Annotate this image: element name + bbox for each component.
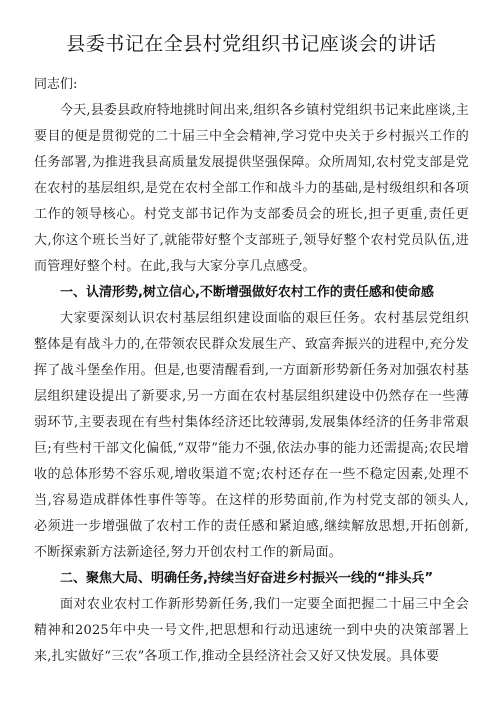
intro-paragraph: 今天,县委县政府特地挑时间出来,组织各乡镇村党组织书记来此座谈,主要目的便是贯彻党的二十届三中全会精神,学习党中央关于乡村振兴工作的任务部署,为推进我县高质量发展提供坚强保障。众所周知,农村党支部是党在农村的基层组织,是党在农村全部工作和战斗力的基础,是村级组织和各项工作的领导核心。村党支部书记作为支部委员会的班长,担子更重,责任更大,你这个班长当好了,就能带好整个支部班子,领导好整个农村党员队伍,进而管理好整个村。在此,我与大家分享几点感受。 — [34, 103, 469, 274]
section-heading-2: 二、聚焦大局、明确任务,持续当好奋进乡村振兴一线的“排头兵” — [60, 571, 434, 586]
document-title: 县委书记在全县村党组织书记座谈会的讲话 — [66, 33, 437, 55]
section-1-paragraph: 大家要深刻认识农村基层组织建设面临的艰巨任务。农村基层党组织整体是有战斗力的,在带领农民群众发展生产、致富奔振兴的进程中,充分发挥了战斗堡垒作用。但是,也要清醒看到,一方面新形势新任务对加强农村基层组织建设提出了新要求,另一方面在农村基层组织建设中仍然存在一些薄弱环节,主要表现在有些村集体经济还比较薄弱,发展集体经济的任务非常艰巨;有些村干部文化偏低,“双带”能力不强,依法办事的能力还需提高;农民增收的总体形势不容乐观,增收渠道不宽;农村还存在一些不稳定因素,处理不当,容易造成群体性事件等等。在这样的形势面前,作为村党支部的领头人,必须进一步增强做了农村工作的责任感和紧迫感,继续解放思想,开拓创新,不断探索新方法新途径,努力开创农村工作的新局面。 — [34, 311, 469, 560]
greeting: 同志们: — [34, 77, 78, 92]
section-2-paragraph: 面对农业农村工作新形势新任务,我们一定要全面把握二十届三中全会精神和2025年中央一号文件,把思想和行动迅速统一到中央的决策部署上来,扎实做好“三农”各项工作,推动全县经济社会又好又快发展。具体要 — [34, 597, 469, 664]
section-heading-1: 一、认清形势,树立信心,不断增强做好农村工作的责任感和使命感 — [60, 285, 434, 300]
